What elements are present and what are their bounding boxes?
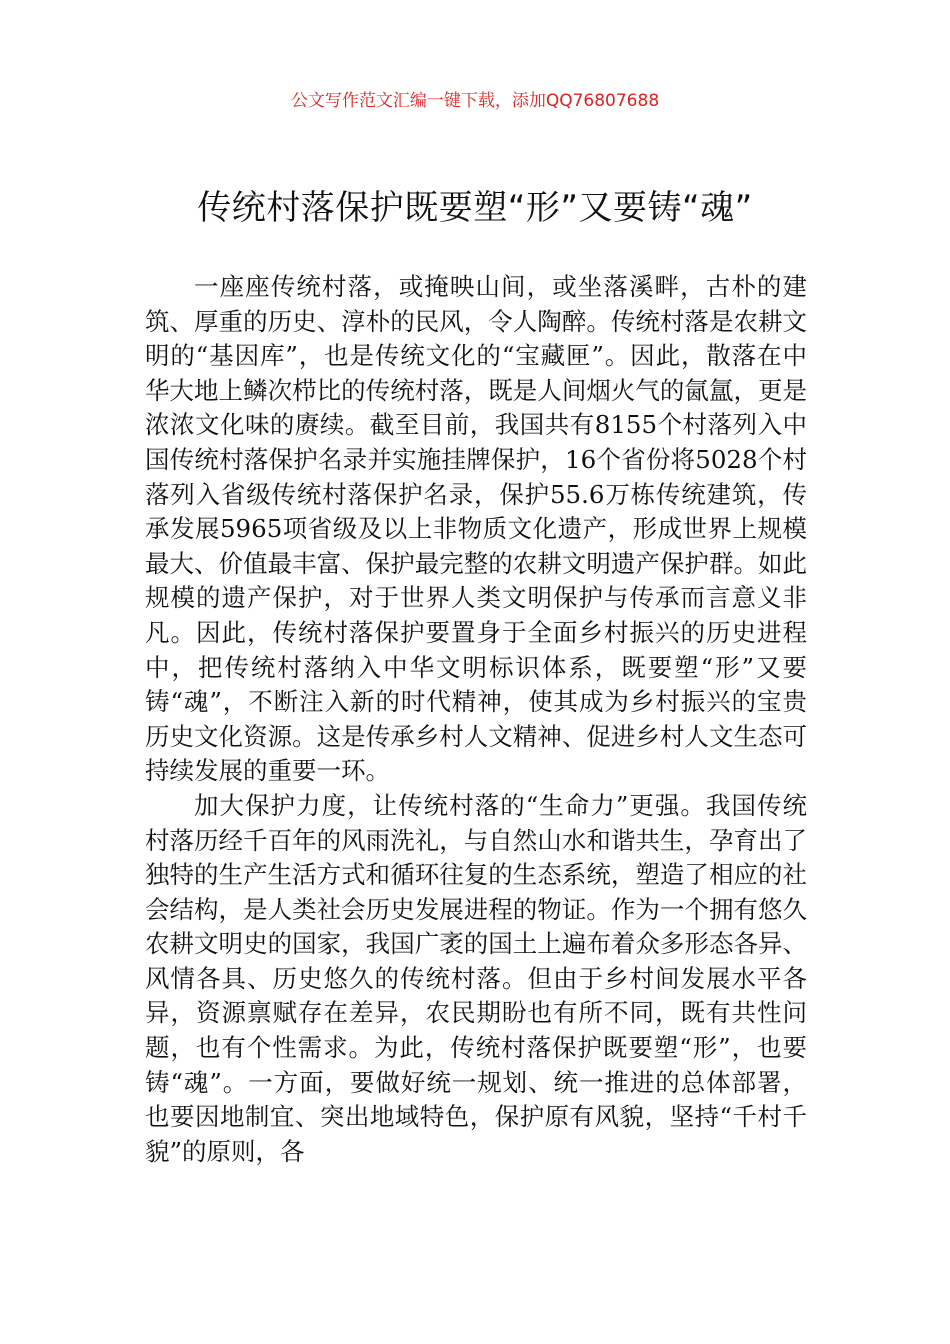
paragraph-1: 一座座传统村落，或掩映山间，或坐落溪畔，古朴的建筑、厚重的历史、淳朴的民风，令人陶醉。传统村落是农耕文明的“基因库”，也是传统文化的“宝藏匣”。因此，散落在中华大地上鳞次栉比的传统村落，既是人间烟火气的氤氲，更是浓浓文化味的赓续。截至目前，我国共有8155个村落列入中国传统村落保护名录并实施挂牌保护，16个省份将5028个村落列入省级传统村落保护名录，保护55.6万栋传统建筑，传承发展5965项省级及以上非物质文化遗产，形成世界上规模最大、价值最丰富、保护最完整的农耕文明遗产保护群。如此规模的遗产保护，对于世界人类文明保护与传承而言意义非凡。因此，传统村落保护要置身于全面乡村振兴的历史进程中，把传统村落纳入中华文明标识体系，既要塑“形”又要铸“魂”，不断注入新的时代精神，使其成为乡村振兴的宝贵历史文化资源。这是传承乡村人文精神、促进乡村人文生态可持续发展的重要一环。 (145, 272, 807, 786)
header-download-note: 公文写作范文汇编一键下载，添加QQ76807688 (290, 91, 660, 111)
document-title: 传统村落保护既要塑“形”又要铸“魂” (197, 188, 753, 228)
document-body (145, 270, 807, 1169)
paragraph-2: 加大保护力度，让传统村落的“生命力”更强。我国传统村落历经千百年的风雨洗礼，与自然山水和谐共生，孕育出了独特的生产生活方式和循环往复的生态系统，塑造了相应的社会结构，是人类社会历史发展进程的物证。作为一个拥有悠久农耕文明史的国家，我国广袤的国土上遍布着众多形态各异、风情各具、历史悠久的传统村落。但由于乡村间发展水平各异，资源禀赋存在差异，农民期盼也有所不同，既有共性问题，也有个性需求。为此，传统村落保护既要塑“形”，也要铸“魂”。一方面，要做好统一规划、统一推进的总体部署，也要因地制宜、突出地域特色，保护原有风貌，坚持“千村千貌”的原则，各 (145, 790, 807, 1166)
